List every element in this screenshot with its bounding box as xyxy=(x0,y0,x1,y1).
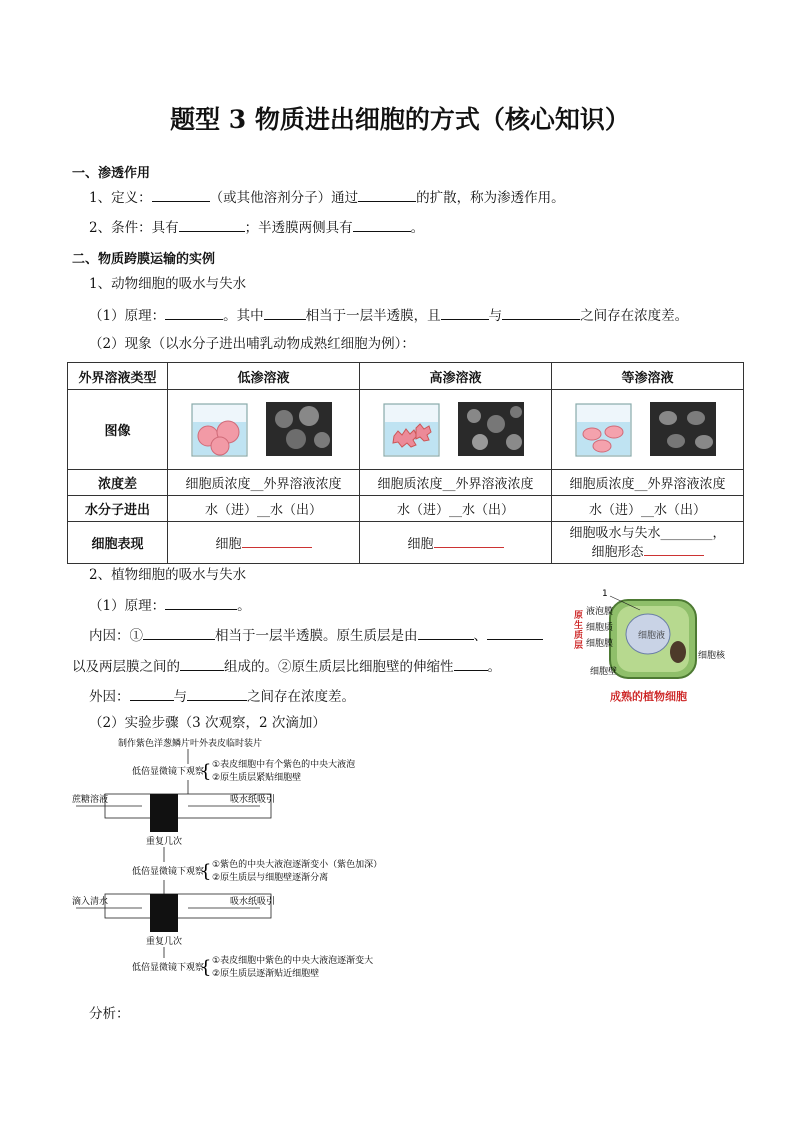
blank-field[interactable] xyxy=(165,305,223,320)
label-nucleus: 细胞核 xyxy=(698,651,726,661)
conc-isotonic: 细胞质浓度__外界溶液浓度 xyxy=(552,470,744,496)
flow-repeat-1: 重复几次 xyxy=(146,837,183,847)
cell-text: 细胞 xyxy=(407,537,434,552)
flow-left-1: 蔗糖溶液 xyxy=(72,795,109,805)
blank-field[interactable] xyxy=(130,686,174,701)
condition-suffix: 。 xyxy=(410,220,425,236)
flow-obs2-b: ②原生质层与细胞壁逐渐分离 xyxy=(212,873,329,883)
blank-field[interactable] xyxy=(143,625,215,640)
principle-text: 之间存在浓度差。 xyxy=(580,308,689,324)
condition-mid: ；半透膜两侧具有 xyxy=(244,220,353,236)
flow-obs-3: 低倍显微镜下观察 xyxy=(132,963,205,973)
flow-right-1: 吸水纸吸引 xyxy=(230,795,276,805)
principle-text: 与 xyxy=(488,308,503,324)
inner-text: 相当于一层半透膜。原生质层是由 xyxy=(215,628,418,644)
cell-isotonic xyxy=(552,522,744,564)
label-tonoplast: 液泡膜 xyxy=(586,607,614,617)
inner2-end: 。 xyxy=(487,659,501,675)
blank-field[interactable] xyxy=(152,187,210,202)
flow-obs-2: 低倍显微镜下观察 xyxy=(132,867,205,877)
plant-principle-prefix: （1）原理： xyxy=(89,598,166,614)
animal-cell-title: 1、动物细胞的吸水与失水 xyxy=(89,276,247,292)
inner-prefix: 内因：① xyxy=(89,628,143,644)
inner-text: 、 xyxy=(473,628,487,644)
water-hypertonic: 水（进）__水（出） xyxy=(360,496,552,522)
row-label-water: 水分子进出 xyxy=(68,496,168,522)
blank-field[interactable] xyxy=(242,534,312,548)
header-hypertonic: 高渗溶液 xyxy=(360,363,552,390)
inner2-prefix: 以及两层膜之间的 xyxy=(72,659,180,675)
flow-obs3-a: ①表皮细胞中紫色的中央大液泡逐渐变大 xyxy=(212,956,374,966)
row-label-image: 图像 xyxy=(68,390,168,470)
outer-text: 与 xyxy=(173,689,187,705)
plant-principle-line xyxy=(89,595,251,615)
plant-cell-diagram xyxy=(570,588,730,708)
condition-prefix: 2、条件：具有 xyxy=(89,220,179,236)
image-hypertonic xyxy=(360,390,552,470)
blank-field[interactable] xyxy=(187,686,247,701)
outer-prefix: 外因： xyxy=(89,689,130,705)
header-isotonic: 等渗溶液 xyxy=(552,363,744,390)
cell-hypertonic xyxy=(360,522,552,564)
inner-cause-line xyxy=(89,625,543,645)
definition-line xyxy=(89,187,565,207)
animal-principle-line xyxy=(89,305,688,325)
label-cytoplasm: 细胞质 xyxy=(586,623,614,633)
blank-field[interactable] xyxy=(487,625,543,640)
brace-icon: { xyxy=(200,861,212,882)
definition-mid: （或其他溶剂分子）通过 xyxy=(209,190,359,206)
blank-field[interactable] xyxy=(418,625,474,640)
blank-field[interactable] xyxy=(644,542,704,556)
blank-field[interactable] xyxy=(264,305,306,320)
principle-text: 相当于一层半透膜，且 xyxy=(305,308,441,324)
blank-field[interactable] xyxy=(179,217,245,232)
header-hypotonic: 低渗溶液 xyxy=(168,363,360,390)
flow-repeat-2: 重复几次 xyxy=(146,937,183,947)
condition-line xyxy=(89,217,424,237)
brace-icon: { xyxy=(200,957,212,978)
image-isotonic xyxy=(552,390,744,470)
definition-prefix: 1、定义： xyxy=(89,190,152,206)
header-solution-type: 外界溶液类型 xyxy=(68,363,168,390)
flow-obs3-b: ②原生质层逐渐贴近细胞壁 xyxy=(212,969,320,979)
flow-obs-1: 低倍显微镜下观察 xyxy=(132,767,205,777)
label-membrane: 细胞膜 xyxy=(586,639,614,649)
red-cell-table xyxy=(67,362,744,564)
cell-iso-text-1: 细胞吸水与失水________， xyxy=(569,525,726,541)
conc-hypertonic: 细胞质浓度__外界溶液浓度 xyxy=(360,470,552,496)
protoplast-side-label: 原生质层 xyxy=(574,611,584,651)
inner-cause-line-2 xyxy=(72,656,501,676)
water-isotonic: 水（进）__水（出） xyxy=(552,496,744,522)
figure-caption: 成熟的植物细胞 xyxy=(610,690,687,703)
flow-right-2: 吸水纸吸引 xyxy=(230,897,276,907)
outer-text: 之间存在浓度差。 xyxy=(247,689,355,705)
label-num-1: 1 xyxy=(602,589,608,599)
row-label-conc: 浓度差 xyxy=(68,470,168,496)
conc-hypotonic: 细胞质浓度__外界溶液浓度 xyxy=(168,470,360,496)
blank-field[interactable] xyxy=(441,305,489,320)
flow-left-2: 滴入清水 xyxy=(72,897,109,907)
phenomenon-line: （2）现象（以水分子进出哺乳动物成熟红细胞为例）： xyxy=(89,336,415,352)
blank-field[interactable] xyxy=(353,217,411,232)
section-heading-transport: 二、物质跨膜运输的实例 xyxy=(72,252,216,267)
inner2-text: 组成的。②原生质层比细胞壁的伸缩性 xyxy=(224,659,454,675)
experiment-steps-title: （2）实验步骤（3 次观察，2 次滴加） xyxy=(89,715,326,731)
experiment-flowchart xyxy=(70,736,400,986)
flow-obs2-a: ①紫色的中央大液泡逐渐变小（紫色加深） xyxy=(212,860,383,870)
cell-text: 细胞 xyxy=(215,537,242,552)
cell-iso-text-2: 细胞形态 xyxy=(591,544,644,560)
blank-field[interactable] xyxy=(434,534,504,548)
label-cell-wall: 细胞壁 xyxy=(590,667,618,677)
section-heading-osmosis: 一、渗透作用 xyxy=(72,166,151,181)
plant-principle-end: 。 xyxy=(237,598,251,614)
analysis-label: 分析： xyxy=(89,1006,130,1022)
water-hypotonic: 水（进）__水（出） xyxy=(168,496,360,522)
beaker-isotonic-illustration xyxy=(568,394,728,462)
blank-field[interactable] xyxy=(358,187,416,202)
cell-hypotonic xyxy=(168,522,360,564)
outer-cause-line xyxy=(89,686,355,706)
blank-field[interactable] xyxy=(502,305,580,320)
row-label-cell: 细胞表现 xyxy=(68,522,168,564)
image-hypotonic xyxy=(168,390,360,470)
beaker-hypertonic-illustration xyxy=(376,394,536,462)
flow-obs1-a: ①表皮细胞中有个紫色的中央大液泡 xyxy=(212,760,356,770)
flow-top: 制作紫色洋葱鳞片叶外表皮临时装片 xyxy=(118,739,263,749)
brace-icon: { xyxy=(200,761,212,782)
blank-field[interactable] xyxy=(454,656,488,671)
principle-prefix: （1）原理： xyxy=(89,308,166,324)
plant-cell-title: 2、植物细胞的吸水与失水 xyxy=(89,567,247,583)
flow-obs1-b: ②原生质层紧贴细胞壁 xyxy=(212,773,302,783)
vacuole-label: 细胞液 xyxy=(638,631,666,641)
blank-field[interactable] xyxy=(180,656,224,671)
blank-field[interactable] xyxy=(165,595,237,610)
page-title: 题型 3 物质进出细胞的方式（核心知识） xyxy=(170,105,630,134)
definition-suffix: 的扩散，称为渗透作用。 xyxy=(416,190,565,206)
principle-text: 。其中 xyxy=(223,308,264,324)
beaker-hypotonic-illustration xyxy=(184,394,344,462)
